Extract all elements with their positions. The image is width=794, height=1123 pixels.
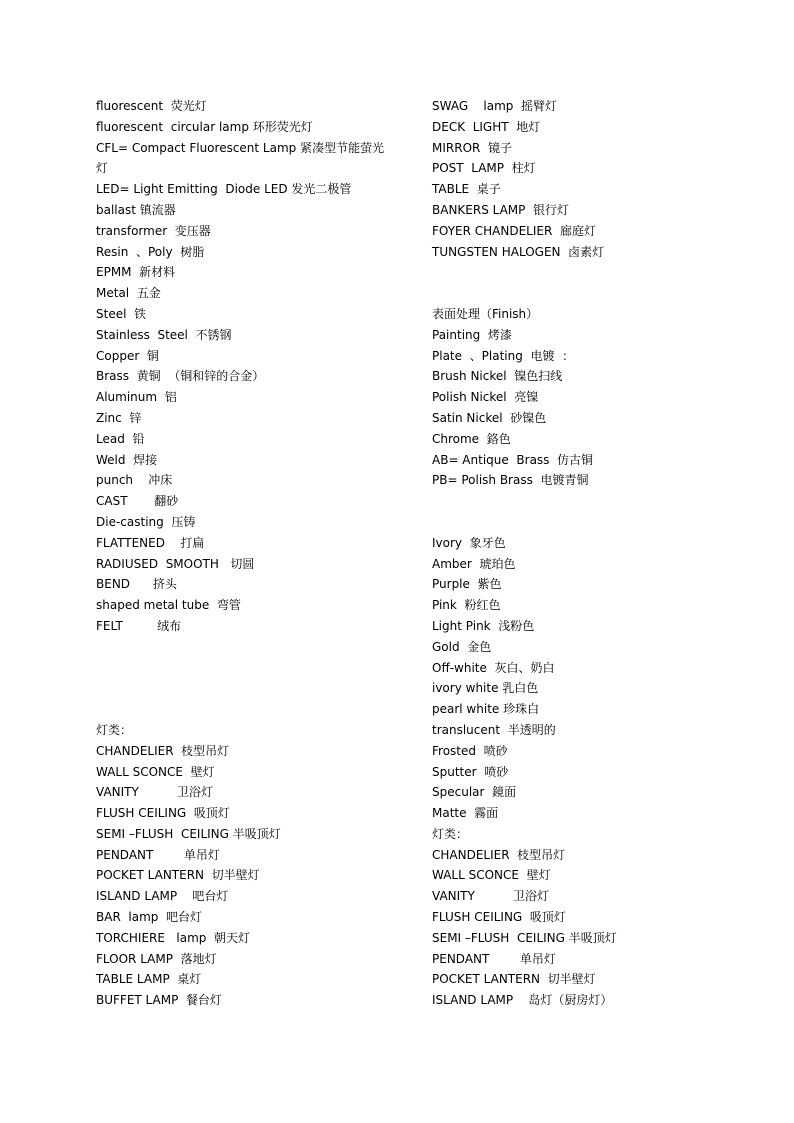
glossary-entry: DECK LIGHT 地灯 [432, 119, 541, 134]
glossary-entry: POST LAMP 柱灯 [432, 161, 536, 176]
right-column [432, 96, 732, 1011]
glossary-entry: CHANDELIER 枝型吊灯 [432, 847, 566, 862]
glossary-entry: punch 冲床 [96, 473, 173, 488]
glossary-entry: VANITY 卫浴灯 [96, 785, 213, 800]
glossary-entry: LED= Light Emitting Diode LED 发光二极管 [96, 182, 352, 197]
glossary-entry: translucent 半透明的 [432, 722, 556, 737]
glossary-entry: SWAG lamp 摇臂灯 [432, 99, 558, 113]
glossary-entry: fluorescent 荧光灯 [96, 99, 207, 113]
glossary-entry: ISLAND LAMP 岛灯（厨房灯） [432, 993, 613, 1008]
left-column [96, 96, 396, 1011]
glossary-entry: Plate 、Plating 电镀 ： [432, 348, 575, 363]
glossary-entry: WALL SCONCE 壁灯 [96, 764, 215, 779]
glossary-entry: Stainless Steel 不锈钢 [96, 327, 232, 342]
glossary-entry: FOYER CHANDELIER 廊庭灯 [432, 223, 596, 238]
glossary-entry: FLUSH CEILING 吸顶灯 [96, 806, 230, 821]
glossary-entry: TUNGSTEN HALOGEN 卤素灯 [432, 244, 605, 259]
glossary-entry: transformer 变压器 [96, 223, 211, 238]
glossary-entry: Metal 五金 [96, 286, 161, 301]
glossary-entry: RADIUSED SMOOTH 切圆 [96, 556, 255, 571]
glossary-entry: 灯类： [432, 826, 469, 841]
glossary-entry: Chrome 鉻色 [432, 431, 511, 446]
glossary-entry: CAST 翻砂 [96, 494, 179, 509]
glossary-entry: MIRROR 镜子 [432, 140, 512, 155]
glossary-entry: ballast 镇流器 [96, 202, 176, 217]
glossary-entry: Polish Nickel 亮镍 [432, 390, 539, 405]
glossary-entry: Off-white 灰白、奶白 [432, 660, 555, 675]
glossary-entry: Purple 紫色 [432, 577, 502, 592]
glossary-entry: BEND 挤头 [96, 577, 177, 592]
glossary-entry: Sputter 喷砂 [432, 764, 509, 779]
glossary-entry: FLUSH CEILING 吸顶灯 [432, 910, 566, 925]
glossary-entry: Weld 焊接 [96, 452, 158, 467]
glossary-entry: fluorescent circular lamp 环形荧光灯 [96, 119, 313, 134]
glossary-entry: WALL SCONCE 壁灯 [432, 868, 551, 883]
glossary-entry: Pink 粉红色 [432, 598, 501, 613]
blank-line [96, 637, 396, 658]
blank-line [432, 512, 732, 533]
glossary-entry: POCKET LANTERN 切半壁灯 [96, 868, 260, 883]
glossary-entry: Resin 、Poly 树脂 [96, 244, 205, 259]
glossary-entry: Copper 铜 [96, 348, 159, 363]
glossary-entry: Die-casting 压铸 [96, 514, 196, 529]
glossary-entry: PENDANT 单吊灯 [96, 847, 220, 862]
glossary-entry: AB= Antique Brass 仿古铜 [432, 452, 594, 467]
glossary-entry: FELT 绒布 [96, 618, 182, 633]
glossary-entry: FLATTENED 打扁 [96, 535, 205, 550]
glossary-entry: Painting 烤漆 [432, 327, 512, 342]
glossary-entry: Frosted 喷砂 [432, 743, 508, 758]
glossary-entry: shaped metal tube 弯管 [96, 598, 241, 613]
blank-line [432, 491, 732, 512]
blank-line [96, 699, 396, 720]
glossary-entry: Specular 鏡面 [432, 785, 517, 800]
glossary-entry: BANKERS LAMP 银行灯 [432, 202, 570, 217]
glossary-entry: Zinc 锌 [96, 410, 142, 425]
glossary-entry: BUFFET LAMP 餐台灯 [96, 993, 222, 1008]
glossary-entry: SEMI –FLUSH CEILING 半吸顶灯 [432, 930, 617, 945]
blank-line [96, 658, 396, 679]
glossary-entry: Amber 琥珀色 [432, 556, 516, 571]
glossary-entry: PB= Polish Brass 电镀青铜 [432, 473, 589, 488]
glossary-entry: CHANDELIER 枝型吊灯 [96, 743, 230, 758]
glossary-entry: Gold 金色 [432, 639, 492, 654]
glossary-entry: TABLE 桌子 [432, 182, 501, 197]
glossary-entry: Steel 铁 [96, 306, 147, 321]
glossary-entry: pearl white 珍珠白 [432, 702, 540, 717]
glossary-entry: Matte 霧面 [432, 806, 499, 821]
glossary-entry: Aluminum 铝 [96, 390, 177, 405]
glossary-entry: SEMI –FLUSH CEILING 半吸顶灯 [96, 826, 281, 841]
glossary-entry: PENDANT 单吊灯 [432, 951, 556, 966]
glossary-entry: Brush Nickel 镍色扫线 [432, 369, 563, 384]
glossary-entry: POCKET LANTERN 切半壁灯 [432, 972, 596, 987]
glossary-entry: TABLE LAMP 桌灯 [96, 972, 202, 987]
glossary-entry: EPMM 新材料 [96, 265, 176, 280]
glossary-entry: VANITY 卫浴灯 [432, 889, 549, 904]
glossary-entry: Brass 黄铜 （铜和锌的合金） [96, 369, 265, 384]
glossary-entry: Lead 铅 [96, 431, 145, 446]
glossary-entry: ivory white 乳白色 [432, 681, 539, 696]
glossary-entry: FLOOR LAMP 落地灯 [96, 951, 217, 966]
blank-line [432, 283, 732, 304]
glossary-entry: CFL= Compact Fluorescent Lamp 紧凑型节能萤光灯 [96, 140, 385, 176]
glossary-entry: TORCHIERE lamp 朝天灯 [96, 930, 251, 945]
glossary-entry: BAR lamp 吧台灯 [96, 910, 203, 925]
glossary-entry: ISLAND LAMP 吧台灯 [96, 889, 229, 904]
glossary-entry: Ivory 象牙色 [432, 535, 506, 550]
glossary-entry: Light Pink 浅粉色 [432, 618, 535, 633]
glossary-entry: Satin Nickel 砂镍色 [432, 410, 547, 425]
glossary-entry: 灯类： [96, 722, 133, 737]
glossary-entry: 表面处理（Finish） [432, 306, 539, 321]
blank-line [432, 262, 732, 283]
blank-line [96, 678, 396, 699]
